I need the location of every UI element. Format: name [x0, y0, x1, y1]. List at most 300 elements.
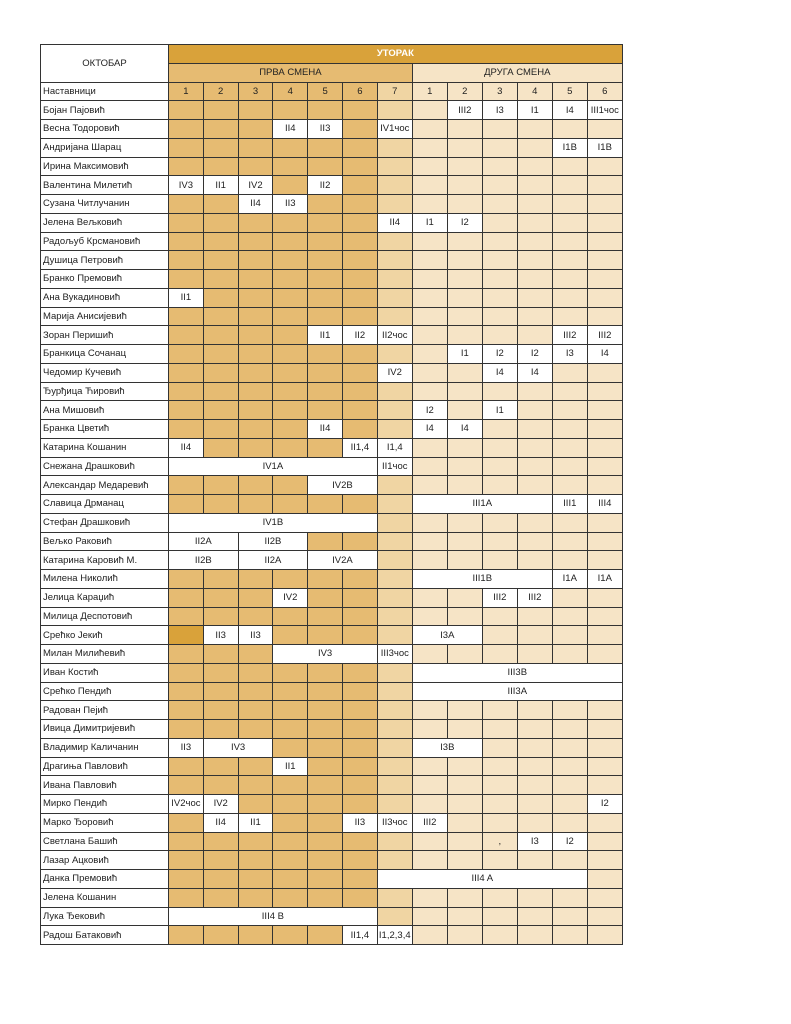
empty-cell	[587, 888, 622, 907]
empty-cell	[238, 420, 273, 439]
empty-cell	[342, 851, 377, 870]
empty-cell	[412, 907, 447, 926]
empty-cell	[517, 457, 552, 476]
empty-cell	[238, 570, 273, 589]
empty-cell	[169, 888, 204, 907]
teacher-row	[41, 570, 623, 589]
empty-cell	[273, 101, 308, 120]
empty-cell	[587, 532, 622, 551]
teacher-name: Ана Вукадиновић	[41, 288, 169, 307]
empty-cell	[552, 420, 587, 439]
empty-cell	[447, 645, 482, 664]
empty-cell	[377, 176, 412, 195]
class-cell: ,	[482, 832, 517, 851]
empty-cell	[482, 738, 517, 757]
empty-cell	[482, 813, 517, 832]
empty-cell	[552, 532, 587, 551]
empty-cell	[273, 888, 308, 907]
empty-cell	[482, 232, 517, 251]
empty-cell	[308, 720, 343, 739]
class-cell: II3	[169, 738, 204, 757]
class-cell: II1	[308, 326, 343, 345]
empty-cell	[273, 663, 308, 682]
empty-cell	[587, 213, 622, 232]
teacher-name: Милан Милићевић	[41, 645, 169, 664]
empty-cell	[169, 870, 204, 889]
class-cell: II2A	[238, 551, 308, 570]
teacher-row	[41, 120, 623, 139]
empty-cell	[342, 251, 377, 270]
empty-cell	[552, 588, 587, 607]
empty-cell	[482, 176, 517, 195]
empty-cell	[412, 532, 447, 551]
class-cell: III2	[482, 588, 517, 607]
teacher-name: Снежана Драшковић	[41, 457, 169, 476]
empty-cell	[482, 513, 517, 532]
empty-cell	[587, 457, 622, 476]
empty-cell	[308, 251, 343, 270]
empty-cell	[377, 495, 412, 514]
empty-cell	[273, 626, 308, 645]
empty-cell	[169, 495, 204, 514]
empty-cell	[273, 832, 308, 851]
empty-cell	[203, 420, 238, 439]
teacher-row	[41, 101, 623, 120]
empty-cell	[377, 513, 412, 532]
class-cell: II2	[308, 176, 343, 195]
period-header: 7	[377, 82, 412, 101]
empty-cell	[412, 476, 447, 495]
teacher-name: Зоран Перишић	[41, 326, 169, 345]
empty-cell	[308, 738, 343, 757]
empty-cell	[552, 457, 587, 476]
class-cell: IV3	[203, 738, 273, 757]
empty-cell	[169, 663, 204, 682]
empty-cell	[377, 532, 412, 551]
empty-cell	[308, 157, 343, 176]
empty-cell	[447, 476, 482, 495]
empty-cell	[552, 888, 587, 907]
empty-cell	[203, 363, 238, 382]
teacher-name: Марија Анисијевић	[41, 307, 169, 326]
empty-cell	[587, 176, 622, 195]
empty-cell	[203, 251, 238, 270]
teacher-name: Светлана Башић	[41, 832, 169, 851]
empty-cell	[447, 176, 482, 195]
empty-cell	[238, 851, 273, 870]
empty-cell	[482, 626, 517, 645]
empty-cell	[377, 401, 412, 420]
empty-cell	[377, 776, 412, 795]
class-cell: II3	[308, 120, 343, 139]
teacher-name: Марко Ђоровић	[41, 813, 169, 832]
empty-cell	[552, 795, 587, 814]
empty-cell	[552, 195, 587, 214]
teacher-row	[41, 607, 623, 626]
empty-cell	[308, 307, 343, 326]
empty-cell	[169, 645, 204, 664]
class-cell: III3A	[412, 682, 622, 701]
empty-cell	[238, 682, 273, 701]
empty-cell	[273, 307, 308, 326]
empty-cell	[412, 326, 447, 345]
class-cell: III4 A	[377, 870, 587, 889]
empty-cell	[169, 720, 204, 739]
empty-cell	[482, 213, 517, 232]
empty-cell	[517, 907, 552, 926]
class-cell: II2B	[169, 551, 239, 570]
empty-cell	[203, 438, 238, 457]
empty-cell	[587, 438, 622, 457]
empty-cell	[482, 795, 517, 814]
empty-cell	[308, 138, 343, 157]
empty-cell	[412, 588, 447, 607]
empty-cell	[412, 795, 447, 814]
empty-cell	[203, 570, 238, 589]
class-cell: I2	[517, 345, 552, 364]
class-cell: II4	[377, 213, 412, 232]
class-cell: II3чос	[377, 813, 412, 832]
empty-cell	[587, 401, 622, 420]
empty-cell	[517, 382, 552, 401]
empty-cell	[552, 382, 587, 401]
empty-cell	[308, 195, 343, 214]
teacher-row	[41, 551, 623, 570]
teacher-row	[41, 757, 623, 776]
empty-cell	[273, 476, 308, 495]
empty-cell	[169, 851, 204, 870]
class-cell: IV1чос	[377, 120, 412, 139]
empty-cell	[203, 401, 238, 420]
empty-cell	[238, 251, 273, 270]
empty-cell	[587, 551, 622, 570]
teacher-row	[41, 907, 623, 926]
empty-cell	[482, 326, 517, 345]
empty-cell	[238, 776, 273, 795]
empty-cell	[342, 532, 377, 551]
empty-cell	[203, 720, 238, 739]
teacher-row	[41, 363, 623, 382]
teacher-row	[41, 457, 623, 476]
empty-cell	[203, 888, 238, 907]
period-header: 4	[517, 82, 552, 101]
empty-cell	[517, 776, 552, 795]
empty-cell	[273, 382, 308, 401]
empty-cell	[552, 776, 587, 795]
empty-cell	[412, 307, 447, 326]
empty-cell	[482, 532, 517, 551]
teacher-row	[41, 476, 623, 495]
teacher-name: Срећко Пендић	[41, 682, 169, 701]
class-cell: I4	[552, 101, 587, 120]
class-cell: I1,4	[377, 438, 412, 457]
empty-cell	[447, 363, 482, 382]
empty-cell	[517, 232, 552, 251]
empty-cell	[552, 738, 587, 757]
empty-cell	[377, 832, 412, 851]
empty-cell	[377, 382, 412, 401]
empty-cell	[238, 345, 273, 364]
teacher-name: Иван Костић	[41, 663, 169, 682]
empty-cell	[482, 457, 517, 476]
empty-cell	[412, 832, 447, 851]
teacher-name: Радош Батаковић	[41, 926, 169, 945]
empty-cell	[377, 888, 412, 907]
month-header: ОКТОБАР	[41, 45, 169, 83]
teacher-row	[41, 738, 623, 757]
empty-cell	[377, 270, 412, 289]
class-cell: II4	[203, 813, 238, 832]
teacher-name: Чедомир Кучевић	[41, 363, 169, 382]
teacher-name: Стефан Драшковић	[41, 513, 169, 532]
teacher-name: Ирина Максимовић	[41, 157, 169, 176]
empty-cell	[587, 363, 622, 382]
empty-cell	[447, 513, 482, 532]
empty-cell	[169, 307, 204, 326]
class-cell: I4	[447, 420, 482, 439]
teacher-row	[41, 776, 623, 795]
teacher-name: Валентина Милетић	[41, 176, 169, 195]
teacher-row	[41, 326, 623, 345]
empty-cell	[342, 607, 377, 626]
teacher-row	[41, 232, 623, 251]
empty-cell	[273, 270, 308, 289]
teacher-name: Весна Тодоровић	[41, 120, 169, 139]
empty-cell	[169, 476, 204, 495]
teacher-row	[41, 213, 623, 232]
empty-cell	[482, 476, 517, 495]
empty-cell	[482, 195, 517, 214]
teacher-row	[41, 157, 623, 176]
class-cell: I3A	[412, 626, 482, 645]
empty-cell	[587, 382, 622, 401]
empty-cell	[238, 307, 273, 326]
empty-cell	[482, 926, 517, 945]
teacher-name: Бојан Пајовић	[41, 101, 169, 120]
empty-cell	[342, 588, 377, 607]
teacher-name: Милица Деспотовић	[41, 607, 169, 626]
empty-cell	[552, 232, 587, 251]
empty-cell	[238, 363, 273, 382]
empty-cell	[169, 157, 204, 176]
teacher-name: Владимир Каличанин	[41, 738, 169, 757]
empty-cell	[412, 251, 447, 270]
period-header: 5	[308, 82, 343, 101]
empty-cell	[517, 720, 552, 739]
empty-cell	[447, 607, 482, 626]
empty-cell	[447, 251, 482, 270]
class-cell: II1,4	[342, 438, 377, 457]
class-cell: III1A	[412, 495, 552, 514]
empty-cell	[377, 738, 412, 757]
teacher-name: Катарина Каровић М.	[41, 551, 169, 570]
class-cell: III3чос	[377, 645, 412, 664]
empty-cell	[552, 757, 587, 776]
teacher-row	[41, 645, 623, 664]
empty-cell	[238, 870, 273, 889]
empty-cell	[169, 270, 204, 289]
teacher-row	[41, 682, 623, 701]
empty-cell	[273, 870, 308, 889]
teacher-row	[41, 270, 623, 289]
empty-cell	[377, 476, 412, 495]
empty-cell	[412, 926, 447, 945]
empty-cell	[482, 270, 517, 289]
empty-cell	[308, 401, 343, 420]
empty-cell	[308, 495, 343, 514]
class-cell: IV1B	[169, 513, 378, 532]
class-cell: II1	[273, 757, 308, 776]
empty-cell	[169, 701, 204, 720]
empty-cell	[238, 270, 273, 289]
empty-cell	[587, 120, 622, 139]
empty-cell	[238, 120, 273, 139]
empty-cell	[517, 813, 552, 832]
empty-cell	[412, 607, 447, 626]
empty-cell	[308, 345, 343, 364]
empty-cell	[308, 382, 343, 401]
empty-cell	[169, 570, 204, 589]
empty-cell	[238, 476, 273, 495]
class-cell: I4	[482, 363, 517, 382]
empty-cell	[412, 101, 447, 120]
teacher-row	[41, 926, 623, 945]
empty-cell	[342, 307, 377, 326]
empty-cell	[447, 457, 482, 476]
empty-cell	[377, 138, 412, 157]
empty-cell	[342, 345, 377, 364]
class-cell: II2чос	[377, 326, 412, 345]
period-header: 2	[203, 82, 238, 101]
empty-cell	[447, 851, 482, 870]
teacher-name: Милена Николић	[41, 570, 169, 589]
empty-cell	[482, 138, 517, 157]
empty-cell	[273, 776, 308, 795]
empty-cell	[552, 251, 587, 270]
empty-cell	[273, 701, 308, 720]
empty-cell	[552, 288, 587, 307]
period-header: 1	[412, 82, 447, 101]
teacher-name: Бранка Цветић	[41, 420, 169, 439]
empty-cell	[412, 270, 447, 289]
empty-cell	[377, 251, 412, 270]
empty-cell	[342, 738, 377, 757]
class-cell: II4	[308, 420, 343, 439]
empty-cell	[308, 776, 343, 795]
class-cell: I4	[517, 363, 552, 382]
empty-cell	[587, 288, 622, 307]
empty-cell	[447, 138, 482, 157]
empty-cell	[412, 157, 447, 176]
empty-cell	[342, 626, 377, 645]
empty-cell	[587, 251, 622, 270]
empty-cell	[377, 663, 412, 682]
empty-cell	[203, 382, 238, 401]
empty-cell	[482, 701, 517, 720]
empty-cell	[238, 720, 273, 739]
empty-cell	[203, 776, 238, 795]
empty-cell	[169, 757, 204, 776]
empty-cell	[308, 363, 343, 382]
empty-cell	[377, 607, 412, 626]
teacher-name: Катарина Кошанин	[41, 438, 169, 457]
class-cell: II4	[169, 438, 204, 457]
empty-cell	[517, 120, 552, 139]
teacher-name: Ана Мишовић	[41, 401, 169, 420]
empty-cell	[587, 813, 622, 832]
empty-cell	[203, 213, 238, 232]
class-cell: II4	[238, 195, 273, 214]
period-header: 6	[342, 82, 377, 101]
empty-cell	[169, 195, 204, 214]
empty-cell	[273, 570, 308, 589]
empty-cell	[238, 438, 273, 457]
empty-cell	[273, 251, 308, 270]
empty-cell	[203, 588, 238, 607]
class-cell: I2	[482, 345, 517, 364]
empty-cell	[377, 288, 412, 307]
empty-cell	[203, 870, 238, 889]
empty-cell	[273, 401, 308, 420]
empty-cell	[169, 420, 204, 439]
teacher-name: Радољуб Крсмановић	[41, 232, 169, 251]
empty-cell	[169, 345, 204, 364]
class-cell: IV2чос	[169, 795, 204, 814]
empty-cell	[552, 401, 587, 420]
empty-cell	[169, 401, 204, 420]
empty-cell	[342, 195, 377, 214]
empty-cell	[203, 645, 238, 664]
empty-cell	[169, 832, 204, 851]
class-cell: II1	[238, 813, 273, 832]
class-cell: IV3	[273, 645, 377, 664]
empty-cell	[517, 738, 552, 757]
empty-cell	[238, 607, 273, 626]
empty-cell	[203, 138, 238, 157]
empty-cell	[587, 195, 622, 214]
class-cell: I1A	[552, 570, 587, 589]
empty-cell	[447, 588, 482, 607]
teacher-row	[41, 438, 623, 457]
teacher-name: Вељко Раковић	[41, 532, 169, 551]
empty-cell	[552, 438, 587, 457]
schedule-table	[40, 44, 623, 945]
teacher-name: Срећко Јекић	[41, 626, 169, 645]
empty-cell	[342, 213, 377, 232]
empty-cell	[308, 213, 343, 232]
class-cell: II3	[273, 195, 308, 214]
empty-cell	[587, 851, 622, 870]
empty-cell	[203, 120, 238, 139]
class-cell: IV1A	[169, 457, 378, 476]
class-cell: II1,4	[342, 926, 377, 945]
class-cell: IV2	[238, 176, 273, 195]
empty-cell	[273, 926, 308, 945]
empty-cell	[238, 101, 273, 120]
empty-cell	[169, 120, 204, 139]
empty-cell	[412, 457, 447, 476]
period-header: 3	[482, 82, 517, 101]
empty-cell	[342, 138, 377, 157]
empty-cell	[308, 438, 343, 457]
empty-cell	[552, 720, 587, 739]
empty-cell	[169, 607, 204, 626]
period-header: 5	[552, 82, 587, 101]
period-header: 1	[169, 82, 204, 101]
empty-cell	[342, 757, 377, 776]
empty-cell	[552, 476, 587, 495]
empty-cell	[342, 382, 377, 401]
